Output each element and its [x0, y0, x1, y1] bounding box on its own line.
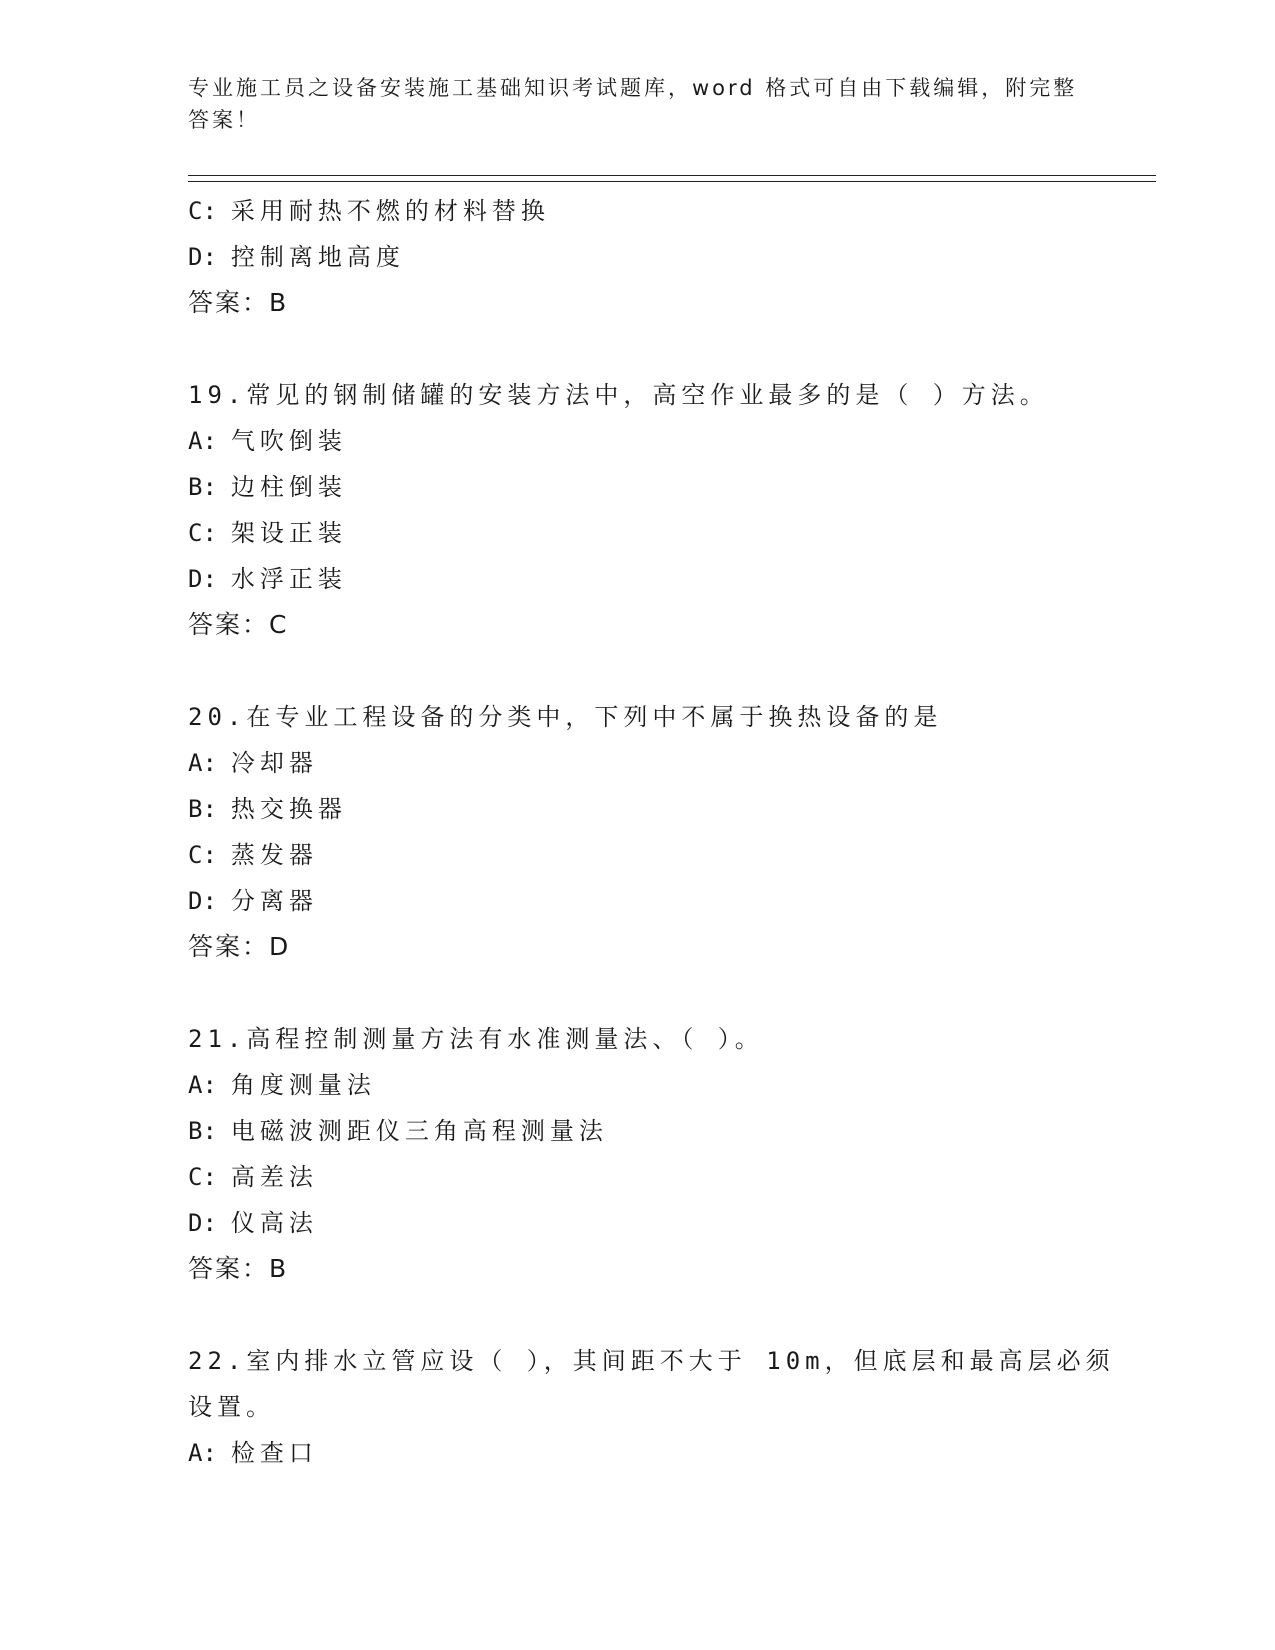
- option-line: [188, 740, 1168, 786]
- answer-line: 答案：D: [188, 932, 291, 961]
- option-key: A:: [188, 1439, 217, 1467]
- question-block: [188, 1338, 1168, 1476]
- option-line: [188, 1062, 1168, 1108]
- option-key: C:: [188, 197, 217, 225]
- question-text: 21.高程控制测量方法有水准测量法、（ ）。: [188, 1025, 764, 1053]
- question-text: 20.在专业工程设备的分类中，下列中不属于换热设备的是: [188, 703, 943, 731]
- option-key: C:: [188, 519, 217, 547]
- option-text: 仪高法: [230, 1209, 318, 1237]
- option-text: 高差法: [230, 1163, 318, 1191]
- option-key: D:: [188, 887, 217, 915]
- option-line: [188, 1200, 1168, 1246]
- option-text: 控制离地高度: [230, 243, 405, 271]
- option-text: 检查口: [230, 1439, 318, 1467]
- option-key: D:: [188, 243, 217, 271]
- option-key: B:: [188, 795, 217, 823]
- option-line: [188, 832, 1168, 878]
- option-line: [188, 1430, 1168, 1476]
- option-key: C:: [188, 841, 217, 869]
- question-block: [188, 1016, 1168, 1292]
- option-text: 电磁波测距仪三角高程测量法: [230, 1117, 608, 1145]
- option-line: [188, 786, 1168, 832]
- option-text: 气吹倒装: [230, 427, 347, 455]
- option-line: [188, 418, 1168, 464]
- option-text: 边柱倒装: [230, 473, 347, 501]
- question-text-continued: 设置。: [188, 1393, 275, 1421]
- document-header: 专业施工员之设备安装施工基础知识考试题库，word 格式可自由下载编辑，附完整答案！: [188, 76, 1078, 132]
- option-line: [188, 556, 1168, 602]
- option-key: B:: [188, 1117, 217, 1145]
- header-divider-bottom: [188, 181, 1156, 182]
- option-text: 蒸发器: [230, 841, 318, 869]
- option-text: 架设正装: [230, 519, 347, 547]
- option-key: C:: [188, 1163, 217, 1191]
- option-line: [188, 464, 1168, 510]
- option-key: A:: [188, 1071, 217, 1099]
- option-line: [188, 510, 1168, 556]
- option-line: [188, 1154, 1168, 1200]
- header-divider-top: [188, 175, 1156, 176]
- question-block: [188, 372, 1168, 648]
- option-line: [188, 234, 1168, 280]
- question-block: [188, 694, 1168, 970]
- option-text: 采用耐热不燃的材料替换: [230, 197, 550, 225]
- question-text: 22.室内排水立管应设（ ），其间距不大于 10m，但底层和最高层必须: [188, 1347, 1115, 1375]
- option-text: 分离器: [230, 887, 318, 915]
- option-text: 冷却器: [230, 749, 318, 777]
- question-text: 19.常见的钢制储罐的安装方法中，高空作业最多的是（ ）方法。: [188, 381, 1049, 409]
- option-key: D:: [188, 565, 217, 593]
- option-line: [188, 1108, 1168, 1154]
- option-key: B:: [188, 473, 217, 501]
- option-text: 水浮正装: [230, 565, 347, 593]
- option-line: [188, 878, 1168, 924]
- option-key: D:: [188, 1209, 217, 1237]
- answer-line: 答案：B: [188, 288, 289, 317]
- answer-line: 答案：C: [188, 610, 289, 639]
- option-line: [188, 188, 1168, 234]
- option-key: A:: [188, 427, 217, 455]
- option-text: 角度测量法: [230, 1071, 376, 1099]
- option-text: 热交换器: [230, 795, 347, 823]
- option-key: A:: [188, 749, 217, 777]
- answer-line: 答案：B: [188, 1254, 289, 1283]
- document-body: [188, 188, 1168, 1476]
